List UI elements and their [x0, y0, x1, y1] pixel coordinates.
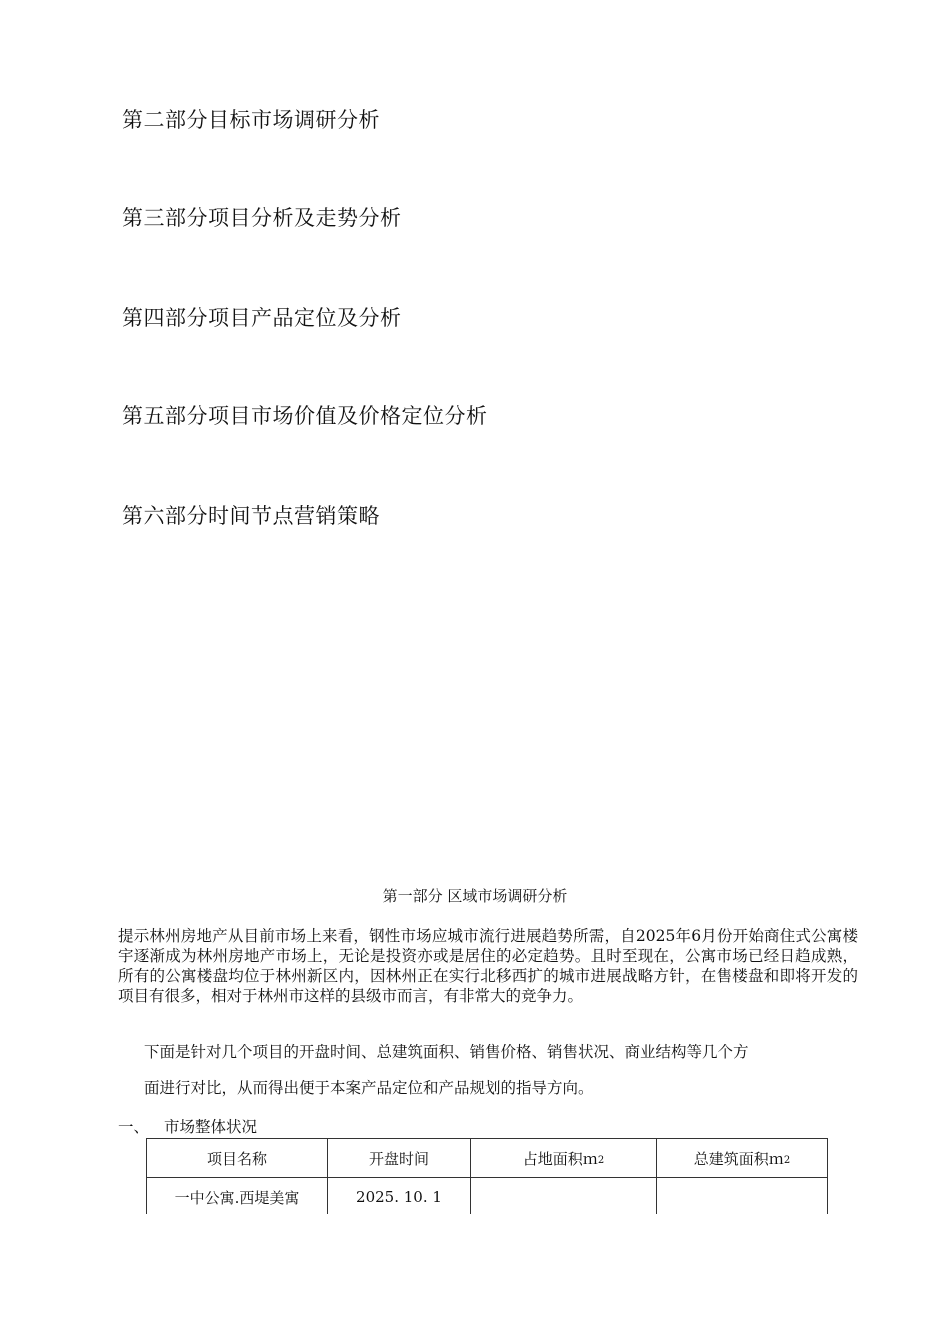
subsection-title: 市场整体状况	[164, 1118, 258, 1136]
toc-item-part3: 第三部分项目分析及走势分析	[122, 206, 402, 230]
cell-project-name: 一中公寓.西堤美寓	[147, 1178, 328, 1217]
toc-item-part5: 第五部分项目市场价值及价格定位分析	[122, 404, 488, 428]
toc-item-part2: 第二部分目标市场调研分析	[122, 108, 380, 132]
cell-building-area	[657, 1178, 828, 1217]
comparison-paragraph-line2: 面进行对比，从而得出便于本案产品定位和产品规划的指导方向。	[144, 1079, 594, 1097]
unit-superscript: 2	[597, 1154, 605, 1166]
table-row	[147, 1178, 828, 1217]
section-title: 第一部分 区域市场调研分析	[382, 887, 568, 905]
cell-land-area	[471, 1178, 657, 1217]
market-table	[146, 1138, 828, 1217]
header-land-area: 占地面积ｍ2	[471, 1139, 657, 1178]
toc-item-part4: 第四部分项目产品定位及分析	[122, 306, 402, 330]
cell-open-date: 2025. 10. 1	[328, 1178, 471, 1217]
header-open-date: 开盘时间	[328, 1139, 471, 1178]
header-project-name: 项目名称	[147, 1139, 328, 1178]
toc-item-part6: 第六部分时间节点营销策略	[122, 504, 380, 528]
header-building-area: 总建筑面积ｍ2	[657, 1139, 828, 1178]
subsection-number: 一、	[118, 1118, 150, 1136]
page-bottom-margin	[0, 1214, 950, 1344]
comparison-paragraph-line1: 下面是针对几个项目的开盘时间、总建筑面积、销售价格、销售状况、商业结构等几个方	[144, 1043, 749, 1061]
intro-paragraph: 提示林州房地产从目前市场上来看，钢性市场应城市流行进展趋势所需，自2025年6月份开始商住式公寓楼宇逐渐成为林州房地产市场上，无论是投资亦或是居住的必定趋势。且时至现在，公寓市场已经日趋成熟，所有的公寓楼盘均位于林州新区内，因林州正在实行北移西扩的城市进展战略方针，在售楼盘和即将开发的项目有很多，相对于林州市这样的县级市而言，有非常大的竞争力。	[118, 927, 858, 1005]
unit-superscript: 2	[783, 1154, 791, 1166]
table-header-row	[147, 1139, 828, 1178]
subsection-heading	[118, 1120, 257, 1136]
